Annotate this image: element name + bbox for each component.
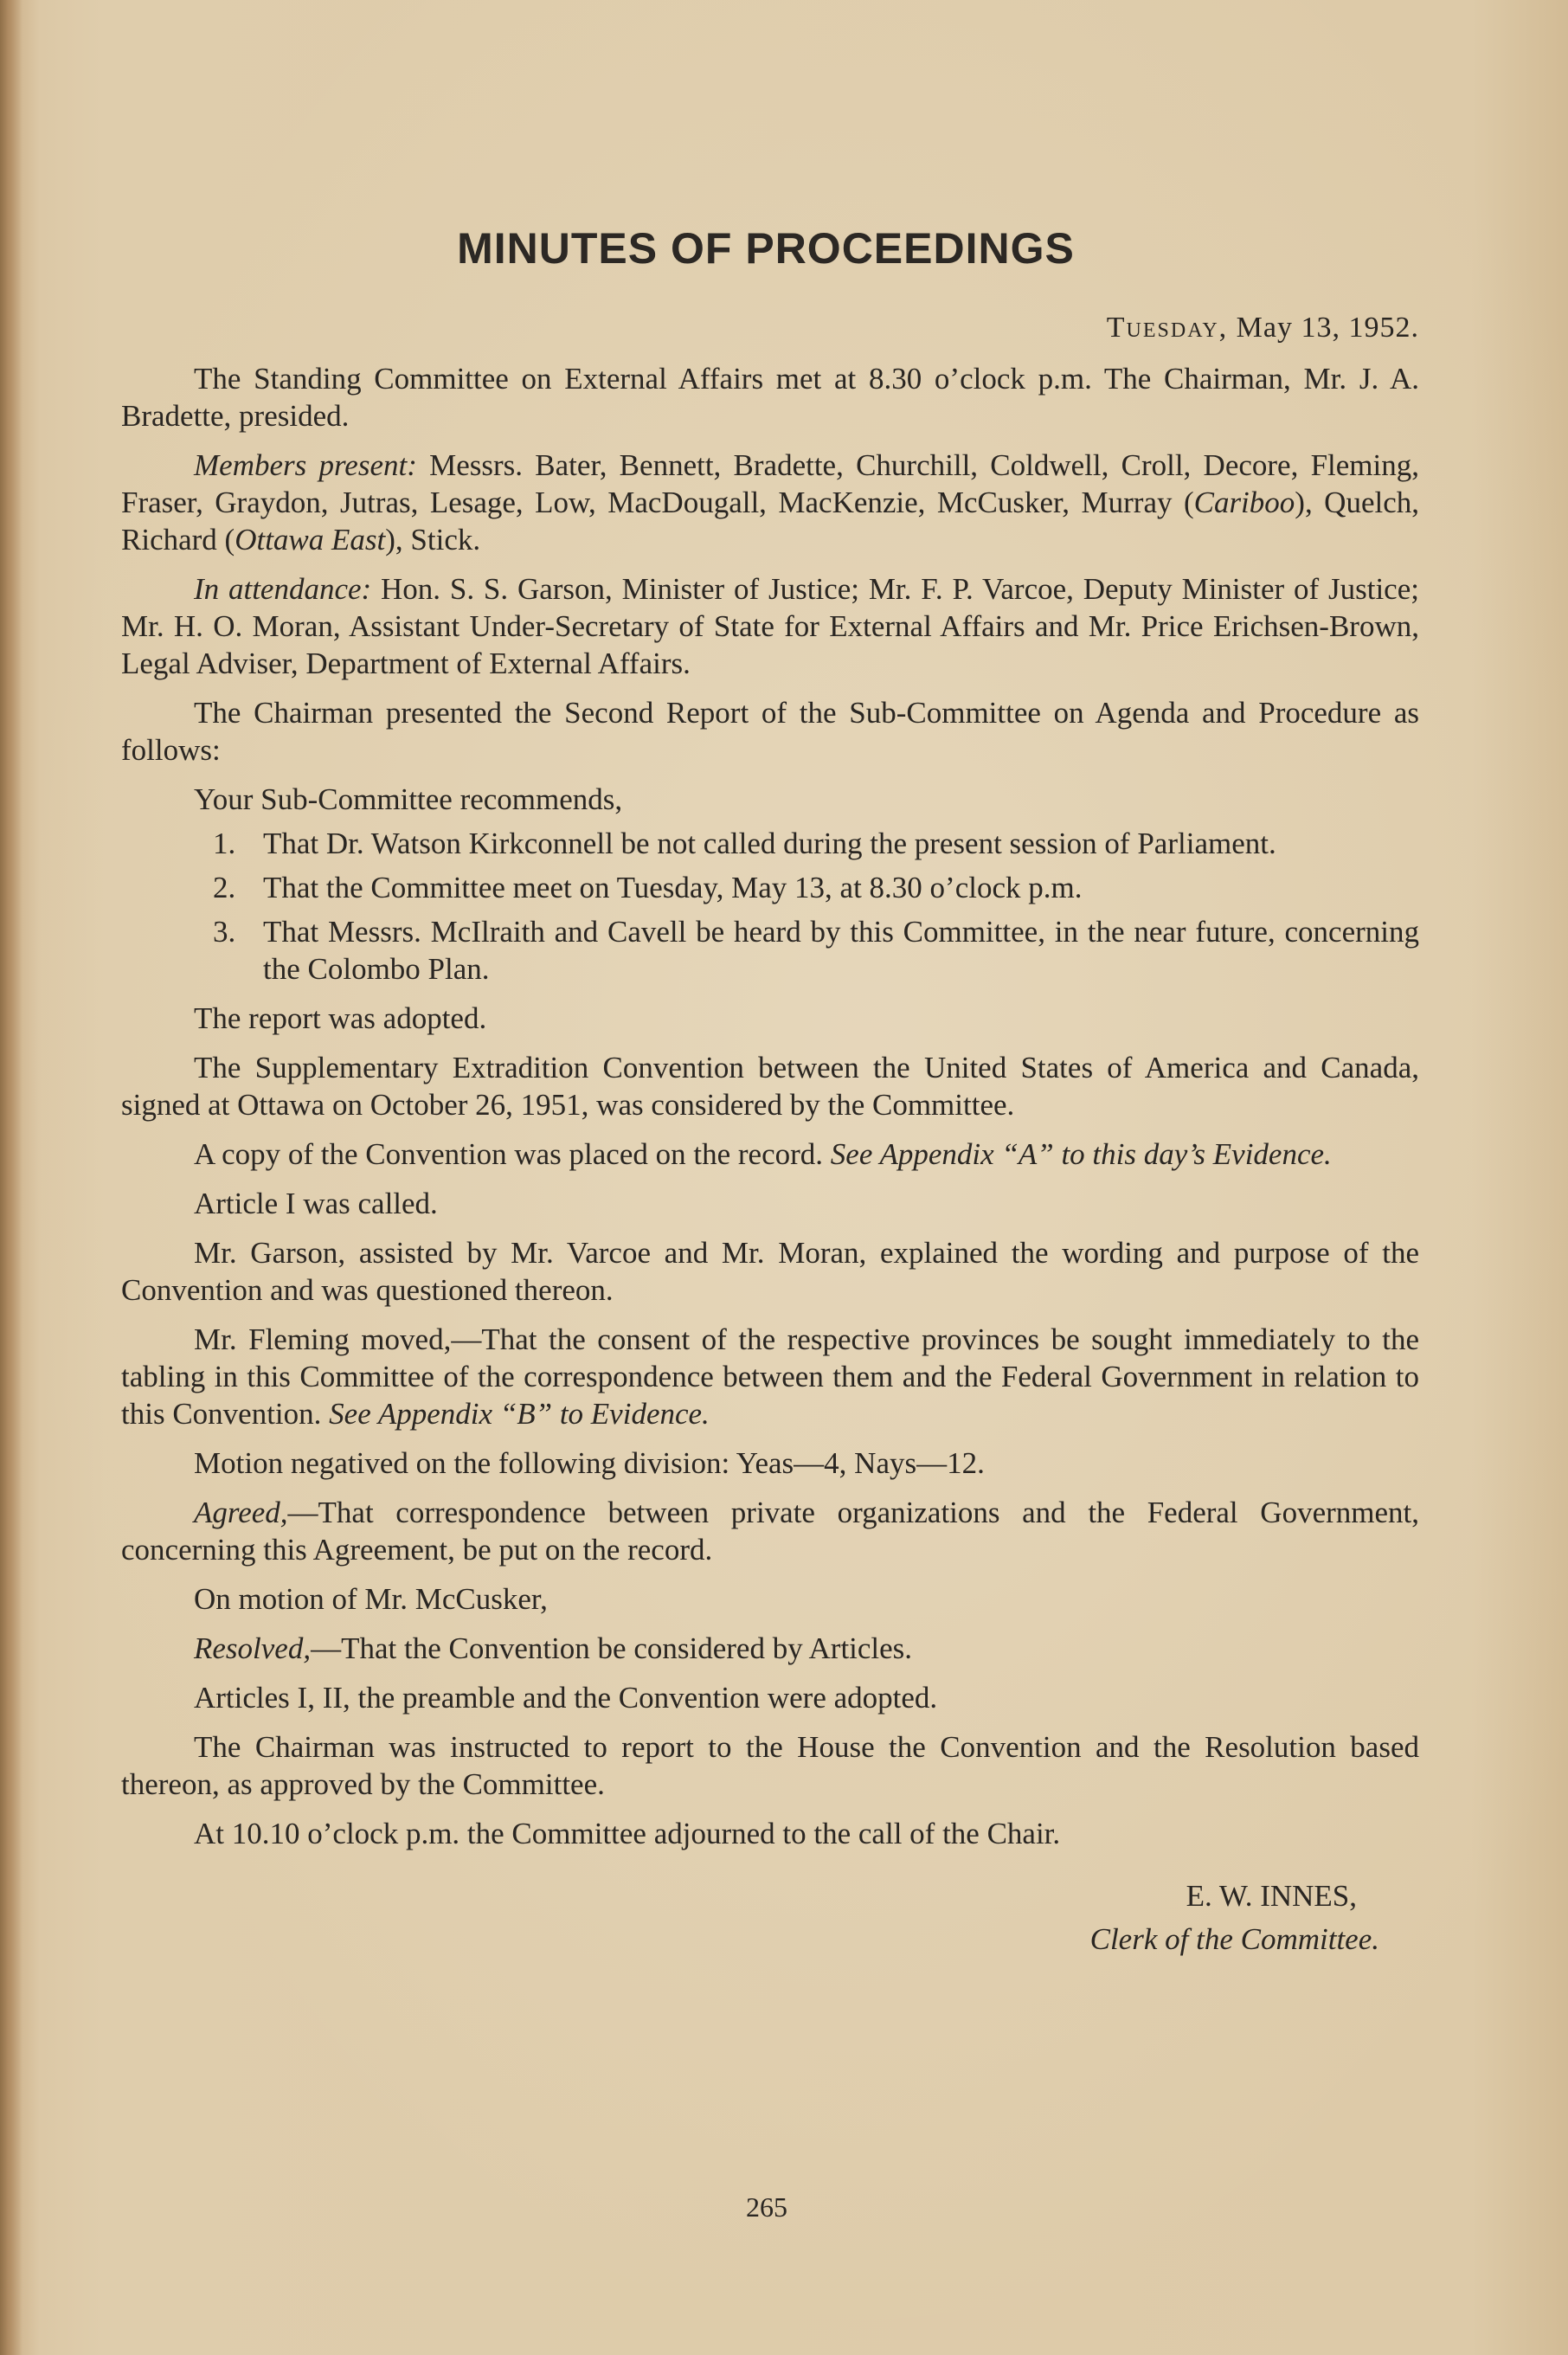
date-rest: May 13, 1952. — [1228, 312, 1419, 344]
in-attendance-label: In attendance: — [194, 572, 372, 606]
list-item — [121, 913, 1419, 988]
document-body — [121, 208, 1419, 1961]
appendix-a-reference: See Appendix “A” to this day’s Evidence. — [830, 1137, 1332, 1171]
paragraph-articles-adopted: Articles I, II, the preamble and the Convention were adopted. — [194, 1681, 938, 1715]
clerk-title: Clerk of the Committee. — [1089, 1922, 1379, 1956]
members-list-cariboo: Cariboo — [1193, 486, 1295, 519]
page-title: MINUTES OF PROCEEDINGS — [457, 224, 1075, 273]
paragraph-garson-explained: Mr. Garson, assisted by Mr. Varcoe and Mr. Moran, explained the wording and purpose of the Convention and was questioned thereon. — [121, 1236, 1419, 1307]
copy-placed-text: A copy of the Convention was placed on the record. — [194, 1137, 831, 1171]
paragraph-resolved — [121, 1630, 1419, 1667]
paragraph-extradition-convention: The Supplementary Extradition Convention between the United States of America and Canada, signed at Ottawa on October 26, 1951, was considered by the Committee. — [121, 1051, 1419, 1122]
recommendation-list — [121, 825, 1419, 988]
list-item-text: That Messrs. McIlraith and Cavell be heard by this Committee, in the near future, concerning the Colombo Plan. — [263, 915, 1419, 986]
paragraph-motion-negatived: Motion negatived on the following division: Yeas—4, Nays—12. — [194, 1446, 985, 1480]
list-item-text: That the Committee meet on Tuesday, May 13, at 8.30 o’clock p.m. — [263, 871, 1083, 904]
paragraph-fleming-moved — [121, 1321, 1419, 1432]
paragraph-article-called: Article I was called. — [194, 1187, 438, 1220]
page-number: 265 — [746, 2191, 787, 2223]
fleming-motion-text: Mr. Fleming moved,—That the consent of the respective provinces be sought immediately to the tabling in this Committee of the correspondence between them and the Federal Government in relation to this Convention. — [121, 1322, 1419, 1431]
appendix-b-reference: See Appendix “B” to Evidence. — [329, 1397, 710, 1431]
date-day: Tuesday, — [1106, 312, 1229, 344]
resolved-text: —That the Convention be considered by Articles. — [311, 1631, 913, 1665]
paragraph-adjourned: At 10.10 o’clock p.m. the Committee adjourned to the call of the Chair. — [194, 1817, 1061, 1850]
members-list-ottawa-east: Ottawa East — [235, 523, 386, 557]
signature-block — [121, 1875, 1419, 1961]
clerk-name: E. W. INNES, — [1186, 1879, 1357, 1913]
book-binding-edge — [0, 0, 22, 2355]
paragraph-members-present — [121, 447, 1419, 558]
list-item-number: 3. — [213, 915, 236, 949]
in-attendance-text: Hon. S. S. Garson, Minister of Justice; Mr. F. P. Varcoe, Deputy Minister of Justice; Mr. H. O. Moran, Assistant Under-Secretary of State for External Affairs and Mr. Price Erichsen-Brown, Legal Adviser, Department of External Affairs. — [121, 572, 1419, 680]
paragraph-copy-placed — [121, 1136, 1419, 1173]
agreed-label: Agreed, — [194, 1496, 288, 1529]
meeting-date — [121, 312, 1419, 344]
list-item-text: That Dr. Watson Kirkconnell be not called during the present session of Parliament. — [263, 827, 1276, 860]
paragraph-on-motion: On motion of Mr. McCusker, — [194, 1582, 548, 1616]
paragraph-agreed — [121, 1494, 1419, 1568]
paragraph-second-report: The Chairman presented the Second Report of the Sub-Committee on Agenda and Procedure as follows: — [121, 696, 1419, 767]
paragraph-report-adopted: The report was adopted. — [194, 1001, 487, 1035]
list-item-number: 1. — [213, 827, 236, 860]
resolved-label: Resolved, — [194, 1631, 312, 1665]
list-item-number: 2. — [213, 871, 236, 904]
paragraph-meeting-opened: The Standing Committee on External Affairs met at 8.30 o’clock p.m. The Chairman, Mr. J. A. Bradette, presided. — [121, 362, 1419, 433]
list-item — [121, 825, 1419, 862]
members-list-e: ), Stick. — [385, 523, 481, 557]
paragraph-chairman-instructed: The Chairman was instructed to report to the House the Convention and the Resolution based thereon, as approved by the Committee. — [121, 1730, 1419, 1801]
list-item — [121, 869, 1419, 906]
paragraph-recommends: Your Sub-Committee recommends, — [194, 782, 623, 816]
members-list-c: ), Quelch, Richard ( — [121, 486, 1419, 557]
members-list-a: Messrs. Bater, Bennett, Bradette, Churchill, Coldwell, Croll, Decore, Fleming, Fraser, Graydon, Jutras, Lesage, Low, MacDougall, MacKenzie, McCusker, Murray ( — [121, 448, 1420, 519]
agreed-text: —That correspondence between private organizations and the Federal Government, concerning this Agreement, be put on the record. — [121, 1496, 1419, 1567]
paragraph-in-attendance — [121, 570, 1419, 682]
members-present-label: Members present: — [194, 448, 417, 482]
